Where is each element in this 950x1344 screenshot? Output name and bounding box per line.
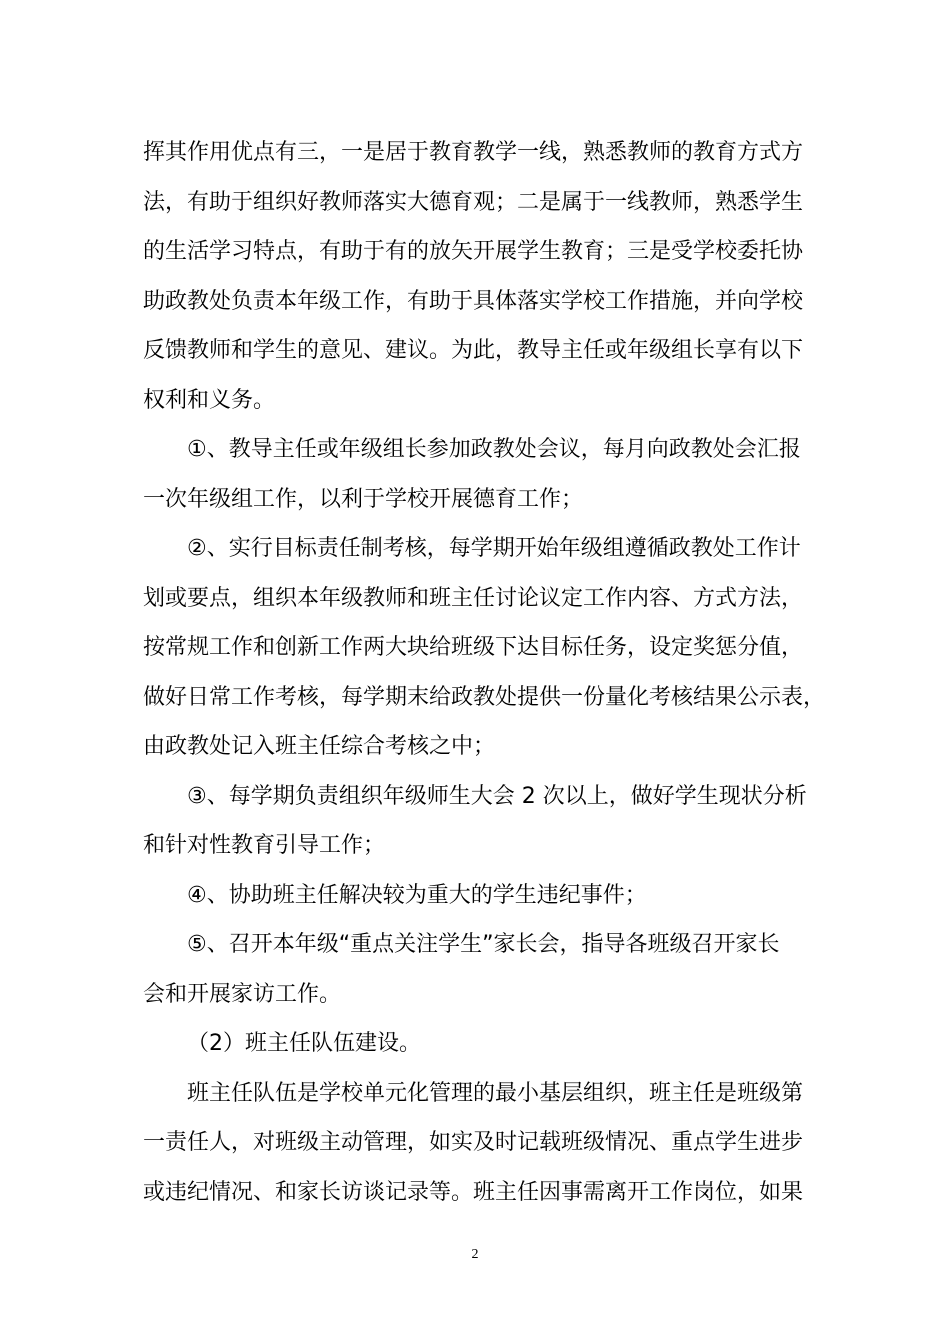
text-line: 的生活学习特点，有助于有的放矢开展学生教育；三是受学校委托协 bbox=[143, 239, 804, 264]
text-line: 和针对性教育引导工作； bbox=[143, 833, 386, 858]
text-line: 权利和义务。 bbox=[143, 387, 276, 413]
text-line: 一责任人，对班级主动管理，如实及时记载班级情况、重点学生进步 bbox=[143, 1130, 804, 1155]
text-line: 反馈教师和学生的意见、建议。为此，教导主任或年级组长享有以下 bbox=[143, 338, 804, 363]
text-line: 划或要点，组织本年级教师和班主任讨论议定工作内容、方式方法， bbox=[143, 585, 804, 611]
page-number: 2 bbox=[471, 1247, 479, 1262]
text-line: 由政教处记入班主任综合考核之中； bbox=[143, 734, 496, 759]
text-line: 一次年级组工作，以利于学校开展德育工作； bbox=[143, 486, 584, 512]
text-line: 助政教处负责本年级工作，有助于具体落实学校工作措施，并向学校 bbox=[143, 288, 804, 314]
list-item-3: ③、每学期负责组织年级师生大会 2 次以上，做好学生现状分析 bbox=[187, 783, 807, 809]
section-heading: （2）班主任队伍建设。 bbox=[187, 1031, 421, 1056]
list-item-2: ②、实行目标责任制考核，每学期开始年级组遵循政教处工作计 bbox=[187, 536, 801, 561]
text-line: 挥其作用优点有三，一是居于教育教学一线，熟悉教师的教育方式方 bbox=[143, 140, 804, 165]
paragraph-start: 班主任队伍是学校单元化管理的最小基层组织，班主任是班级第 bbox=[187, 1080, 804, 1106]
text-line: 法，有助于组织好教师落实大德育观；二是属于一线教师，熟悉学生 bbox=[143, 189, 804, 215]
list-item-4: ④、协助班主任解决较为重大的学生违纪事件； bbox=[187, 882, 647, 908]
body-text bbox=[143, 128, 833, 1217]
text-line: 会和开展家访工作。 bbox=[143, 981, 342, 1007]
text-line: 做好日常工作考核，每学期末给政教处提供一份量化考核结果公示表， bbox=[143, 684, 826, 710]
list-item-1: ①、教导主任或年级组长参加政教处会议，每月向政教处会汇报 bbox=[187, 437, 801, 462]
list-item-5: ⑤、召开本年级“重点关注学生”家长会，指导各班级召开家长 bbox=[187, 932, 780, 957]
text-line: 或违纪情况、和家长访谈记录等。班主任因事需离开工作岗位，如果 bbox=[143, 1179, 804, 1205]
text-line: 按常规工作和创新工作两大块给班级下达目标任务，设定奖惩分值， bbox=[143, 635, 804, 660]
